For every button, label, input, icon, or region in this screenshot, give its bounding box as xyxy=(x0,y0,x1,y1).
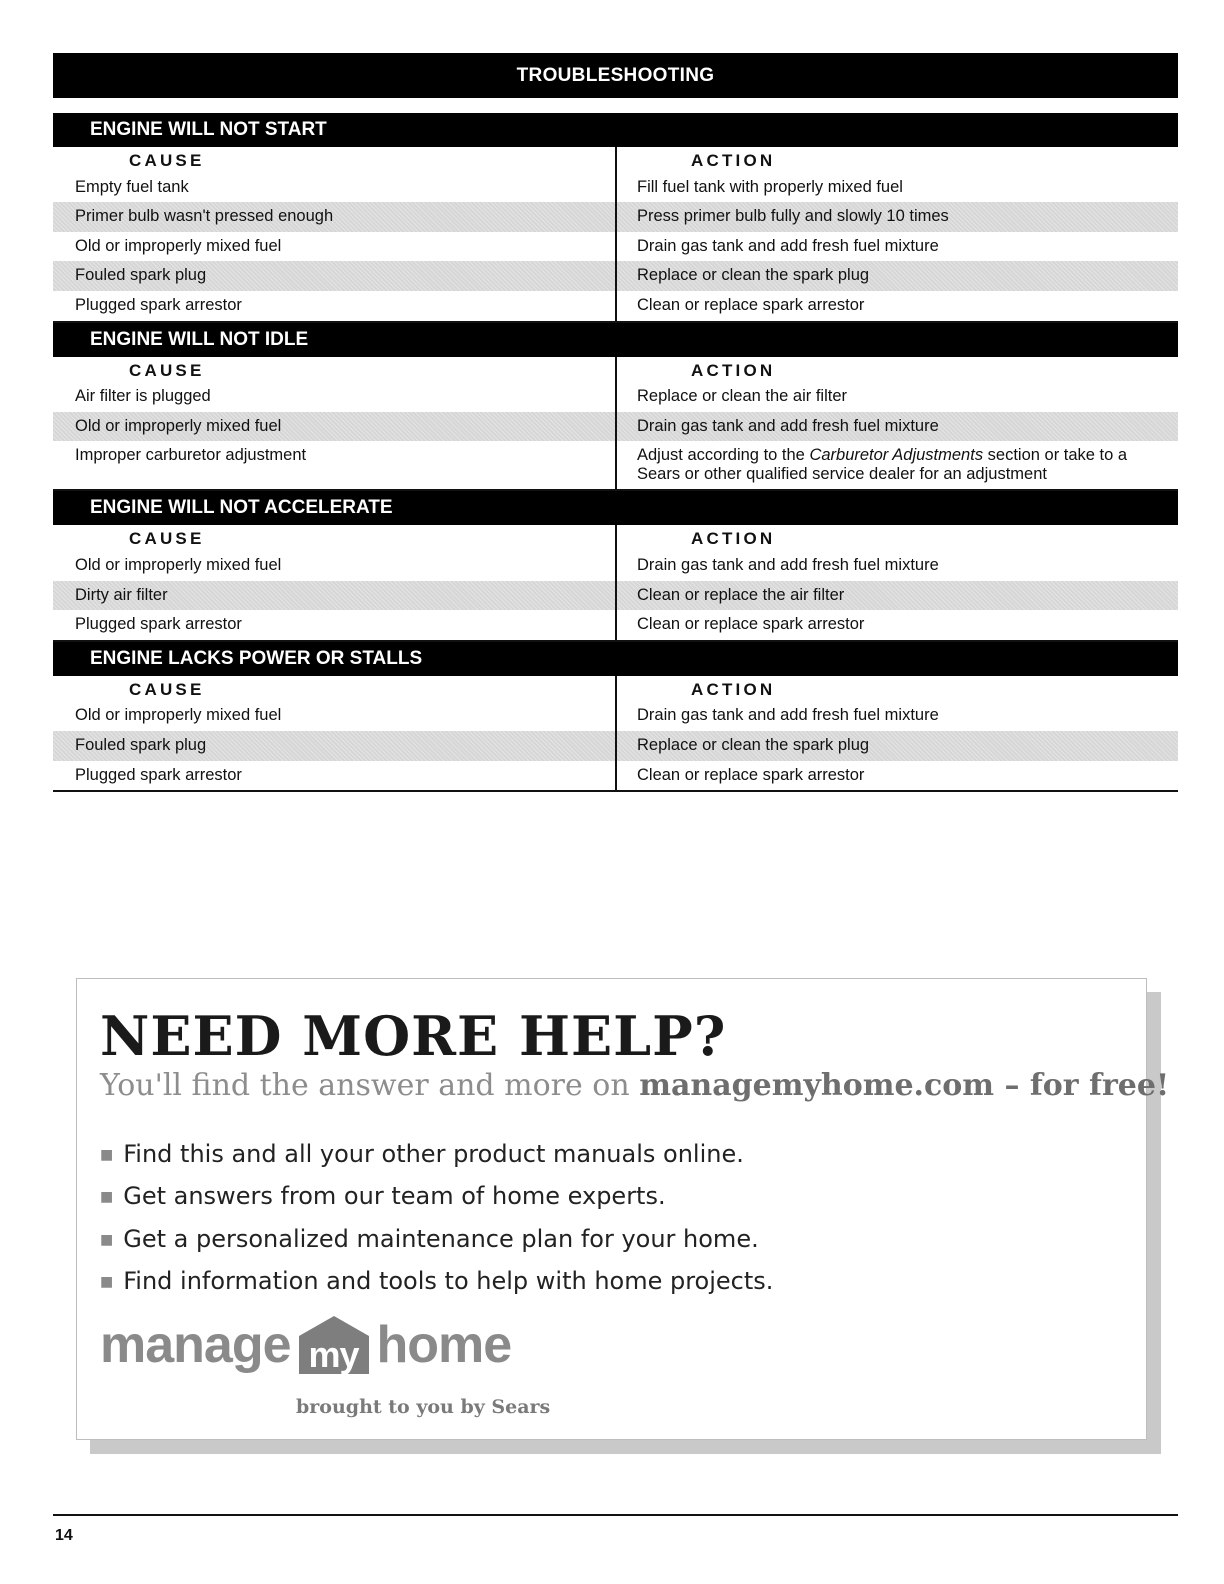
cause-column-header: CAUSE xyxy=(129,529,205,549)
help-bullet-text: Get a personalized maintenance plan for your home. xyxy=(123,1224,759,1253)
trouble-section xyxy=(53,642,1178,792)
help-bullet-text: Find this and all your other product manuals online. xyxy=(123,1140,744,1168)
troubleshooting-banner: TROUBLESHOOTING xyxy=(53,53,1178,98)
trouble-section xyxy=(53,113,1178,323)
action-column-header: ACTION xyxy=(615,147,1178,173)
action-cell: Clean or replace spark arrestor xyxy=(615,610,1178,640)
section-header: ENGINE WILL NOT START xyxy=(53,113,1178,147)
cause-cell: Primer bulb wasn't pressed enough xyxy=(53,202,615,232)
cause-cell: Air filter is plugged xyxy=(75,387,211,406)
cause-cell: Old or improperly mixed fuel xyxy=(75,555,282,574)
cause-action-grid xyxy=(53,676,1178,790)
cause-cell: Improper carburetor adjustment xyxy=(75,446,307,465)
footer-rule xyxy=(53,1514,1178,1516)
action-column-header: ACTION xyxy=(615,525,1178,551)
cause-action-grid xyxy=(53,147,1178,321)
action-text: section or take to a Sears or other qualified service dealer for an adjustment xyxy=(637,446,1128,484)
help-bullet xyxy=(100,1219,773,1261)
help-bullet-list xyxy=(100,1134,773,1303)
action-cell: Replace or clean the spark plug xyxy=(615,731,1178,761)
action-cell: Drain gas tank and add fresh fuel mixture xyxy=(615,551,1178,581)
action-cell: Fill fuel tank with properly mixed fuel xyxy=(615,173,1178,203)
section-header: ENGINE LACKS POWER OR STALLS xyxy=(53,642,1178,676)
logo-tagline: brought to you by Sears xyxy=(296,1396,551,1418)
cause-cell: Fouled spark plug xyxy=(53,261,615,291)
cause-cell: Dirty air filter xyxy=(53,581,615,611)
action-cell: Press primer bulb fully and slowly 10 times xyxy=(615,202,1178,232)
help-bullet xyxy=(100,1176,773,1218)
house-icon xyxy=(297,1314,371,1376)
cause-column-header: CAUSE xyxy=(129,679,205,699)
help-bullet xyxy=(100,1134,773,1176)
action-cell: Drain gas tank and add fresh fuel mixture xyxy=(615,412,1178,442)
help-subtitle xyxy=(100,1068,1169,1103)
page-number: 14 xyxy=(55,1527,73,1544)
managemyhome-logo xyxy=(100,1310,511,1380)
cause-cell: Plugged spark arrestor xyxy=(75,615,242,634)
cause-cell: Empty fuel tank xyxy=(75,177,189,196)
cause-cell: Plugged spark arrestor xyxy=(75,765,242,784)
cause-cell: Old or improperly mixed fuel xyxy=(75,236,282,255)
bullet-icon: ■ xyxy=(100,1147,114,1163)
cause-cell: Old or improperly mixed fuel xyxy=(53,412,615,442)
help-subtitle-text: You'll find the answer and more on xyxy=(100,1068,640,1103)
help-bullet-text: Get answers from our team of home experts. xyxy=(123,1182,666,1211)
section-header: ENGINE WILL NOT IDLE xyxy=(53,323,1178,357)
cause-cell: Old or improperly mixed fuel xyxy=(75,706,282,725)
bullet-icon: ■ xyxy=(100,1231,114,1248)
logo-badge-text: my xyxy=(308,1334,359,1375)
section-header: ENGINE WILL NOT ACCELERATE xyxy=(53,491,1178,525)
trouble-section xyxy=(53,323,1178,492)
cause-column-header: CAUSE xyxy=(129,151,205,170)
cause-action-grid xyxy=(53,525,1178,639)
help-bullet xyxy=(100,1261,773,1303)
bullet-icon: ■ xyxy=(100,1273,114,1290)
cause-cell: Plugged spark arrestor xyxy=(75,295,242,314)
action-cell: Drain gas tank and add fresh fuel mixture xyxy=(615,232,1178,262)
action-cell: Drain gas tank and add fresh fuel mixture xyxy=(615,701,1178,731)
help-subtitle-link: managemyhome.com – for free! xyxy=(639,1068,1170,1103)
cause-cell: Fouled spark plug xyxy=(53,731,615,761)
cause-column-header: CAUSE xyxy=(129,360,205,380)
action-column-header: ACTION xyxy=(615,357,1178,383)
help-bullet-text: Find information and tools to help with home projects. xyxy=(123,1266,774,1295)
action-cell: Clean or replace the air filter xyxy=(615,581,1178,611)
help-title: NEED MORE HELP? xyxy=(100,1004,727,1068)
cause-action-grid xyxy=(53,357,1178,490)
bullet-icon: ■ xyxy=(100,1189,114,1206)
action-cell: Clean or replace spark arrestor xyxy=(615,761,1178,791)
action-cell xyxy=(615,441,1178,489)
trouble-section xyxy=(53,491,1178,641)
action-text: Adjust according to the xyxy=(637,446,810,465)
action-cell: Replace or clean the air filter xyxy=(615,382,1178,412)
logo-word-home: home xyxy=(376,1316,512,1374)
logo-word-manage: manage xyxy=(100,1316,291,1374)
action-column-header: ACTION xyxy=(615,676,1178,702)
action-cell: Clean or replace spark arrestor xyxy=(615,291,1178,321)
action-emphasis: Carburetor Adjustments xyxy=(809,446,984,465)
troubleshooting-tables xyxy=(53,113,1178,792)
action-cell: Replace or clean the spark plug xyxy=(615,261,1178,291)
